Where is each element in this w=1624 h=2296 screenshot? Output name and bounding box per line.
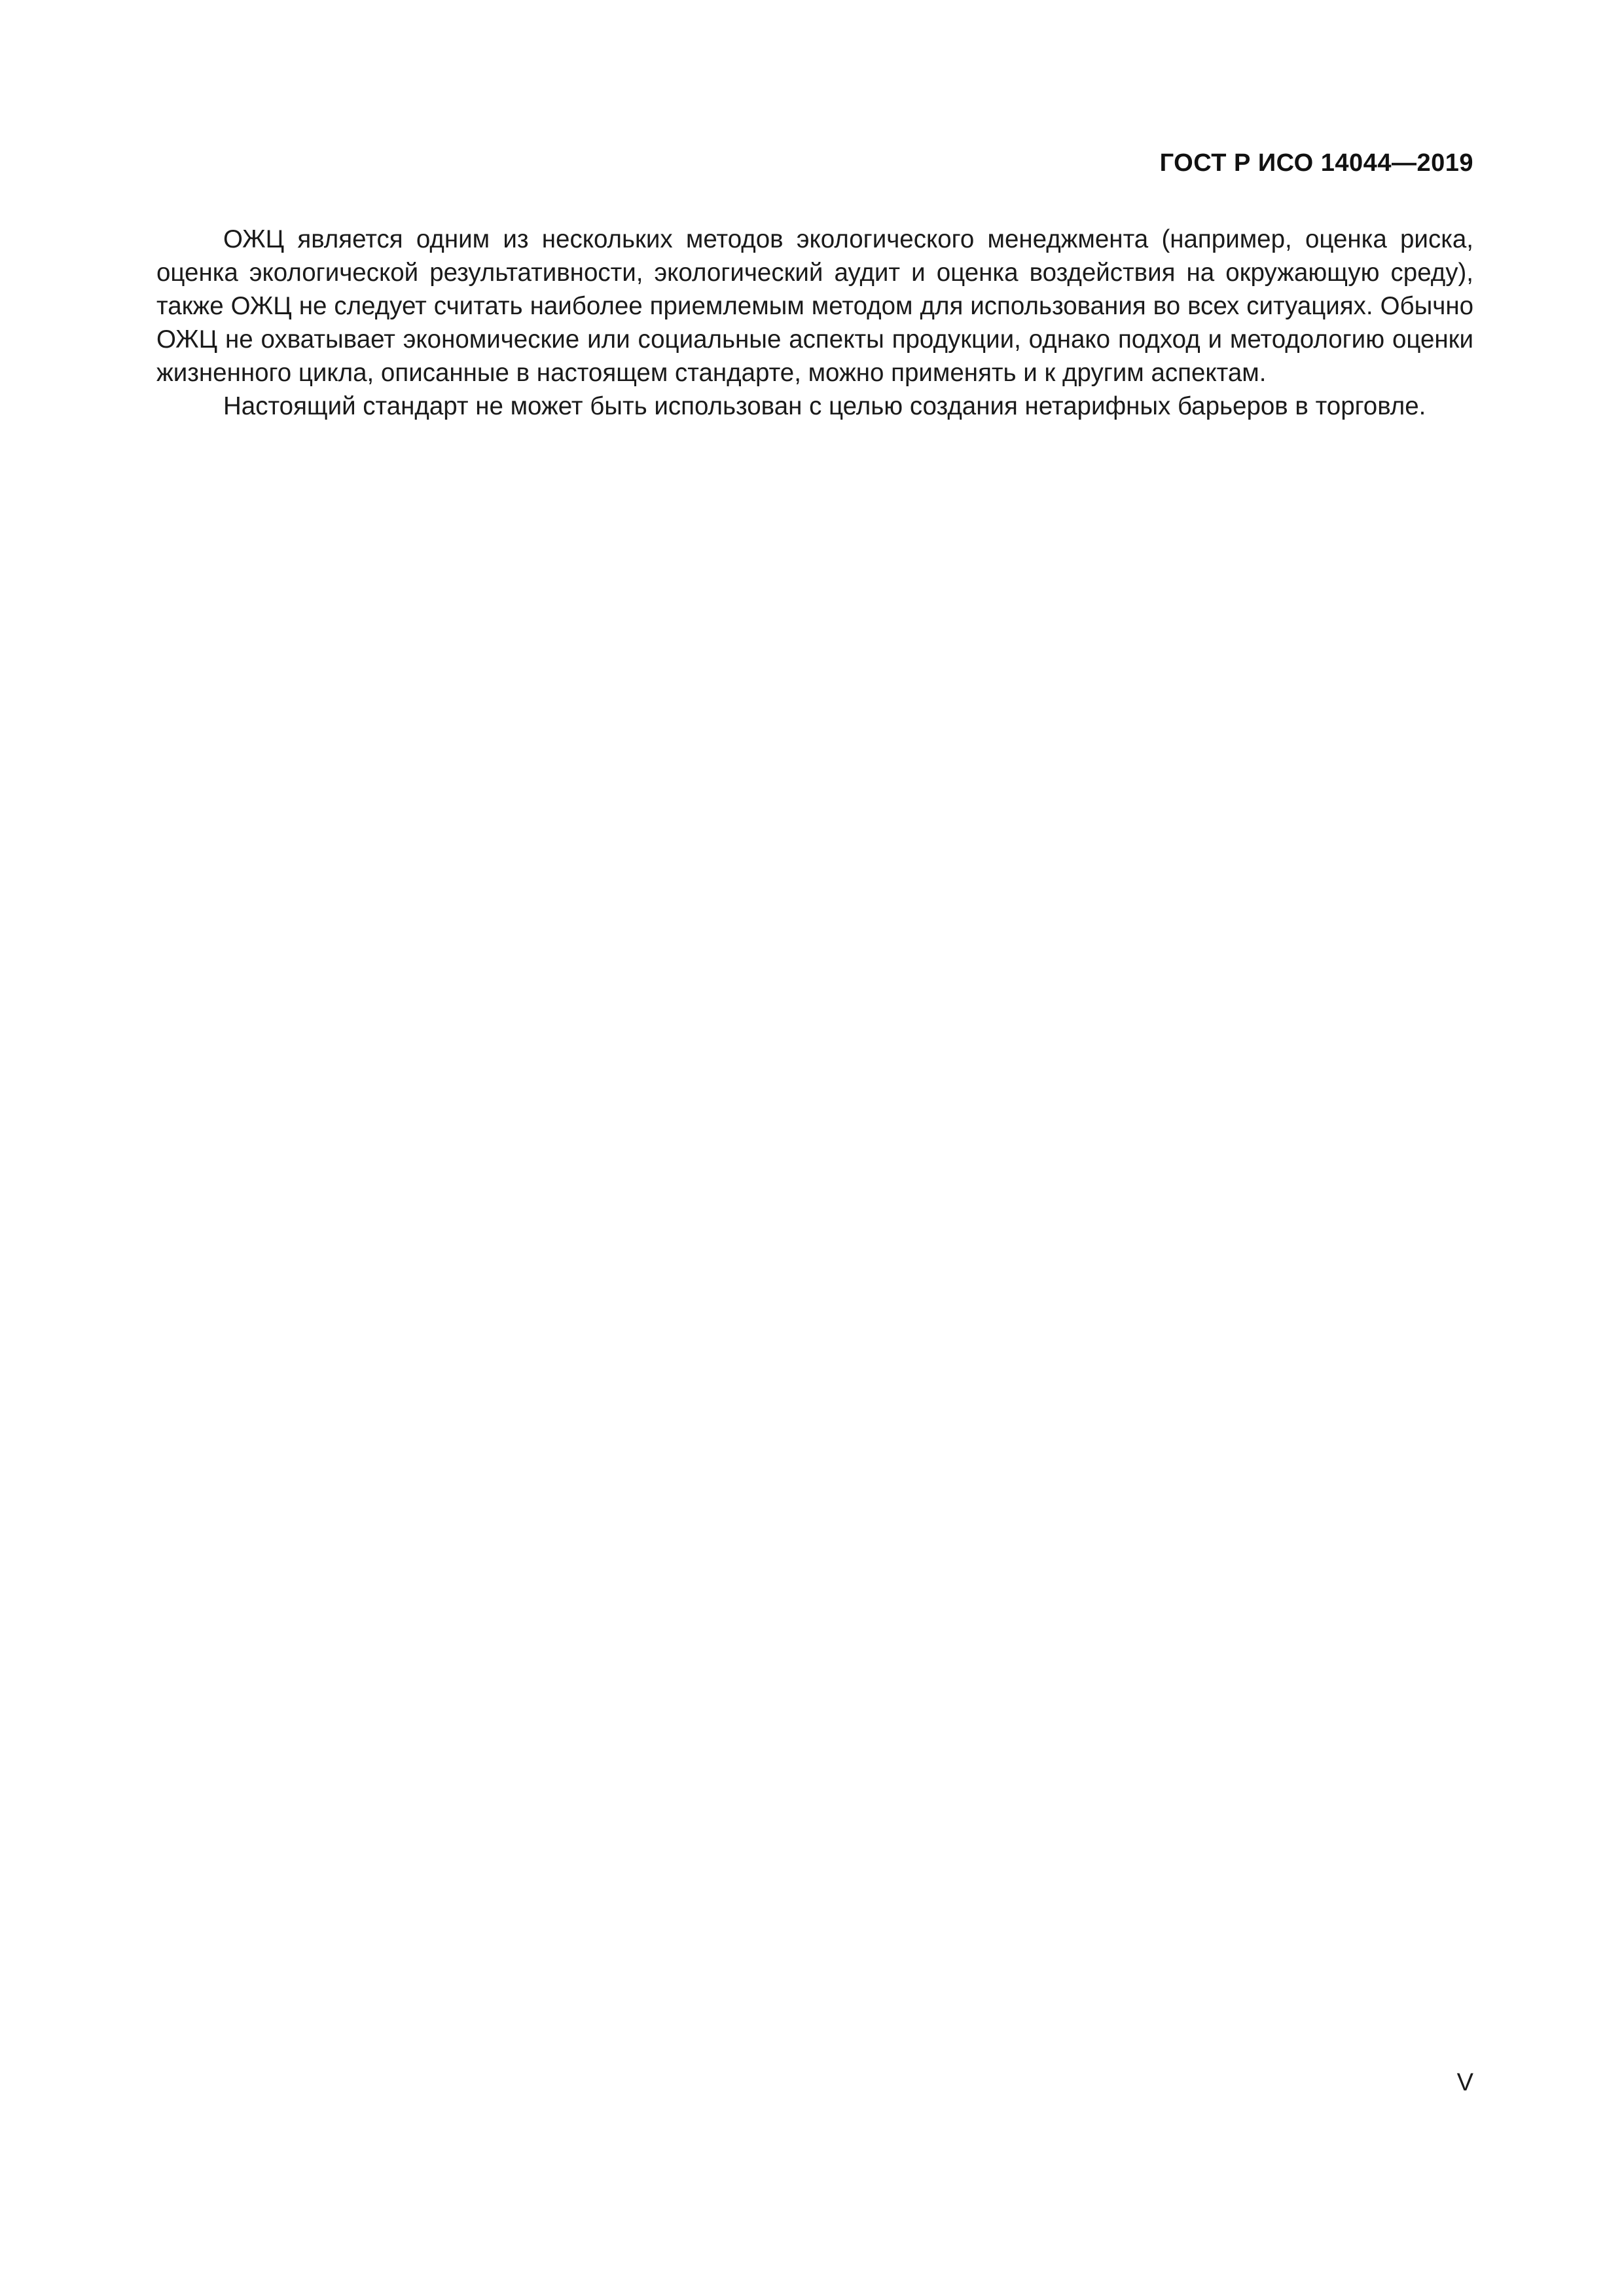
page-number: V [1456, 2069, 1473, 2096]
document-header: ГОСТ Р ИСО 14044—2019 [1159, 149, 1473, 177]
paragraph: ОЖЦ является одним из нескольких методов экологического менеджмента (например, оценка риска, оценка экологической результативности, экологический аудит и оценка воздействия на окружающую среду), также ОЖЦ не следует считать наиболее приемлемым методом для использования во всех ситуациях. Обычно ОЖЦ не охватывает экономические или социальные аспекты продукции, однако подход и методологию оценки жизненного цикла, описанные в настоящем стандарте, можно применять и к другим аспектам. [156, 225, 1473, 387]
document-body [156, 223, 1473, 423]
paragraph: Настоящий стандарт не может быть использован с целью создания нетарифных барьеров в торговле. [223, 392, 1426, 420]
